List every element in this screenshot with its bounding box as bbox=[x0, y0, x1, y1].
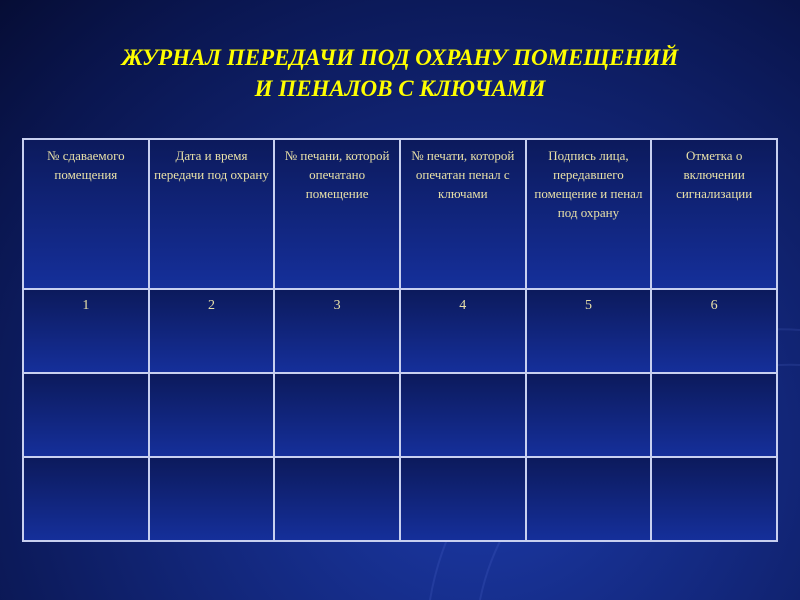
empty-cell bbox=[400, 457, 526, 541]
number-row bbox=[23, 289, 777, 373]
number-cell: 2 bbox=[149, 289, 275, 373]
empty-row bbox=[23, 457, 777, 541]
number-cell: 3 bbox=[274, 289, 400, 373]
number-cell: 5 bbox=[526, 289, 652, 373]
title-line-1: ЖУРНАЛ ПЕРЕДАЧИ ПОД ОХРАНУ ПОМЕЩЕНИЙ bbox=[121, 45, 679, 70]
journal-table bbox=[22, 138, 778, 542]
header-cell: № печани, которой опечатано помещение bbox=[274, 139, 400, 289]
empty-cell bbox=[274, 457, 400, 541]
empty-row bbox=[23, 373, 777, 457]
page-title bbox=[0, 42, 800, 104]
header-cell: Отметка о включении сигнализации bbox=[651, 139, 777, 289]
header-cell: № печати, которой опечатан пенал с ключами bbox=[400, 139, 526, 289]
header-cell: № сдаваемого помещения bbox=[23, 139, 149, 289]
number-cell: 6 bbox=[651, 289, 777, 373]
empty-cell bbox=[651, 373, 777, 457]
empty-cell bbox=[149, 373, 275, 457]
empty-cell bbox=[23, 373, 149, 457]
empty-cell bbox=[526, 373, 652, 457]
empty-cell bbox=[526, 457, 652, 541]
empty-cell bbox=[274, 373, 400, 457]
title-line-2: И ПЕНАЛОВ С КЛЮЧАМИ bbox=[254, 76, 546, 101]
empty-cell bbox=[651, 457, 777, 541]
empty-cell bbox=[23, 457, 149, 541]
header-row bbox=[23, 139, 777, 289]
number-cell: 1 bbox=[23, 289, 149, 373]
empty-cell bbox=[149, 457, 275, 541]
number-cell: 4 bbox=[400, 289, 526, 373]
header-cell: Подпись лица, передавшего помещение и пенал под охрану bbox=[526, 139, 652, 289]
empty-cell bbox=[400, 373, 526, 457]
header-cell: Дата и время передачи под охрану bbox=[149, 139, 275, 289]
